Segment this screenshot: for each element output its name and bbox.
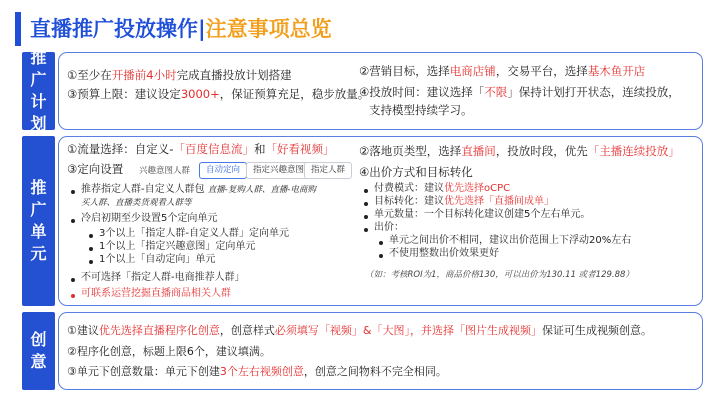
unit-bullet-coldstart: 冷启初期至少设置5个定向单元 — [81, 213, 218, 224]
unit-sub-interest: 1个以上「指定兴趣意图」定向单元 — [99, 241, 256, 252]
plan-item-3: ③预算上限：建议设定3000+，保证预算充足，稳步放量。 — [67, 87, 370, 101]
bullet — [71, 294, 75, 298]
bullet — [71, 190, 75, 194]
bullet — [364, 202, 368, 206]
bullet — [71, 219, 75, 223]
unit-bullet-pay: 付费模式：建议优先选择oCPC — [374, 183, 511, 194]
creative-item-1: ①建议优先选择直播程序化创意，创意样式必须填写「视频」&「大图」，并选择「图片生成视频」保证可生成视频创意。 — [67, 324, 652, 337]
targeting-option-auto[interactable]: 自动定向 — [199, 162, 247, 179]
unit-bullet-target: 目标转化：建议优先选择「直播间成单」 — [374, 196, 554, 207]
unit-bullet-recommend-cont: 买人群、直播类货观看人群等 — [81, 198, 192, 208]
page-title — [30, 12, 332, 46]
bullet — [364, 228, 368, 232]
unit-bullet-recommend: 推荐指定人群-自定义人群包 直播-复购人群、直播-电商购 — [81, 184, 316, 195]
unit-bullet-count: 单元数量：一个目标转化建议创建5个左右单元。 — [374, 209, 591, 220]
plan-item-4: ④投放时间：建议选择「不限」保持计划打开状态，连续投放， — [359, 85, 680, 99]
sub-bullet — [89, 260, 93, 264]
unit-item-2: ②落地页类型，选择直播间，投放时段，优先「主播连续投放」 — [359, 144, 680, 158]
unit-item-4: ④出价方式和目标转化 — [359, 165, 473, 179]
bullet — [364, 189, 368, 193]
creative-section-label: 创意 — [22, 312, 55, 390]
targeting-option-audience[interactable]: 指定人群 — [304, 162, 352, 179]
unit-item-3: ③定向设置 — [67, 162, 124, 176]
page-title-main: 直播推广投放操作 — [30, 17, 198, 41]
sub-bullet — [89, 247, 93, 251]
unit-sub-bid-decimal: 不使用整数出价效果更好 — [389, 248, 499, 259]
unit-section-label: 推广单元 — [22, 136, 55, 306]
plan-panel — [58, 52, 703, 130]
sub-bullet — [89, 234, 93, 238]
unit-sub-auto: 1个以上「自动定向」单元 — [99, 254, 216, 265]
plan-section-label: 推广计划 — [22, 52, 55, 130]
unit-sub-bid-range: 单元之间出价不相同，建议出价范围上下浮动20%左右 — [389, 235, 632, 246]
targeting-pill-title: 兴趣意图人群 — [139, 166, 191, 176]
bullet — [364, 215, 368, 219]
bullet — [71, 278, 75, 282]
sub-bullet — [379, 254, 383, 258]
plan-item-2: ②营销目标，选择电商店铺，交易平台，选择基木鱼开店 — [359, 64, 646, 78]
unit-item-1: ①流量选择：自定义-「百度信息流」和「好看视频」 — [67, 142, 335, 156]
creative-item-2: ②程序化创意，标题上限6个，建议填满。 — [67, 345, 271, 358]
page-title-separator: | — [198, 17, 206, 41]
unit-panel — [58, 136, 703, 306]
unit-bullet-forbid: 不可选择「指定人群-电商推荐人群」 — [81, 272, 245, 283]
sub-bullet — [379, 241, 383, 245]
unit-bullet-contact: 可联系运营挖掘直播商品相关人群 — [81, 288, 231, 299]
title-accent-bar — [15, 12, 21, 46]
unit-bullet-bid: 出价： — [374, 222, 404, 233]
creative-panel — [58, 312, 703, 390]
targeting-option-interest[interactable]: 指定兴趣意图 — [246, 162, 311, 179]
plan-item-4-cont: 支持模型持续学习。 — [369, 103, 473, 117]
creative-item-3: ③单元下创意数量：单元下创建3个左右视频创意，创意之间物料不完全相同。 — [67, 365, 447, 378]
plan-item-1: ①至少在开播前4小时完成直播投放计划搭建 — [67, 68, 292, 82]
unit-sub-custom: 3个以上「指定人群-自定义人群」定向单元 — [99, 228, 289, 239]
unit-bid-example: （如：考核ROI为1，商品价格130，可以出价为130.11 或者129.88） — [365, 270, 634, 280]
page-title-sub: 注意事项总览 — [205, 17, 332, 41]
